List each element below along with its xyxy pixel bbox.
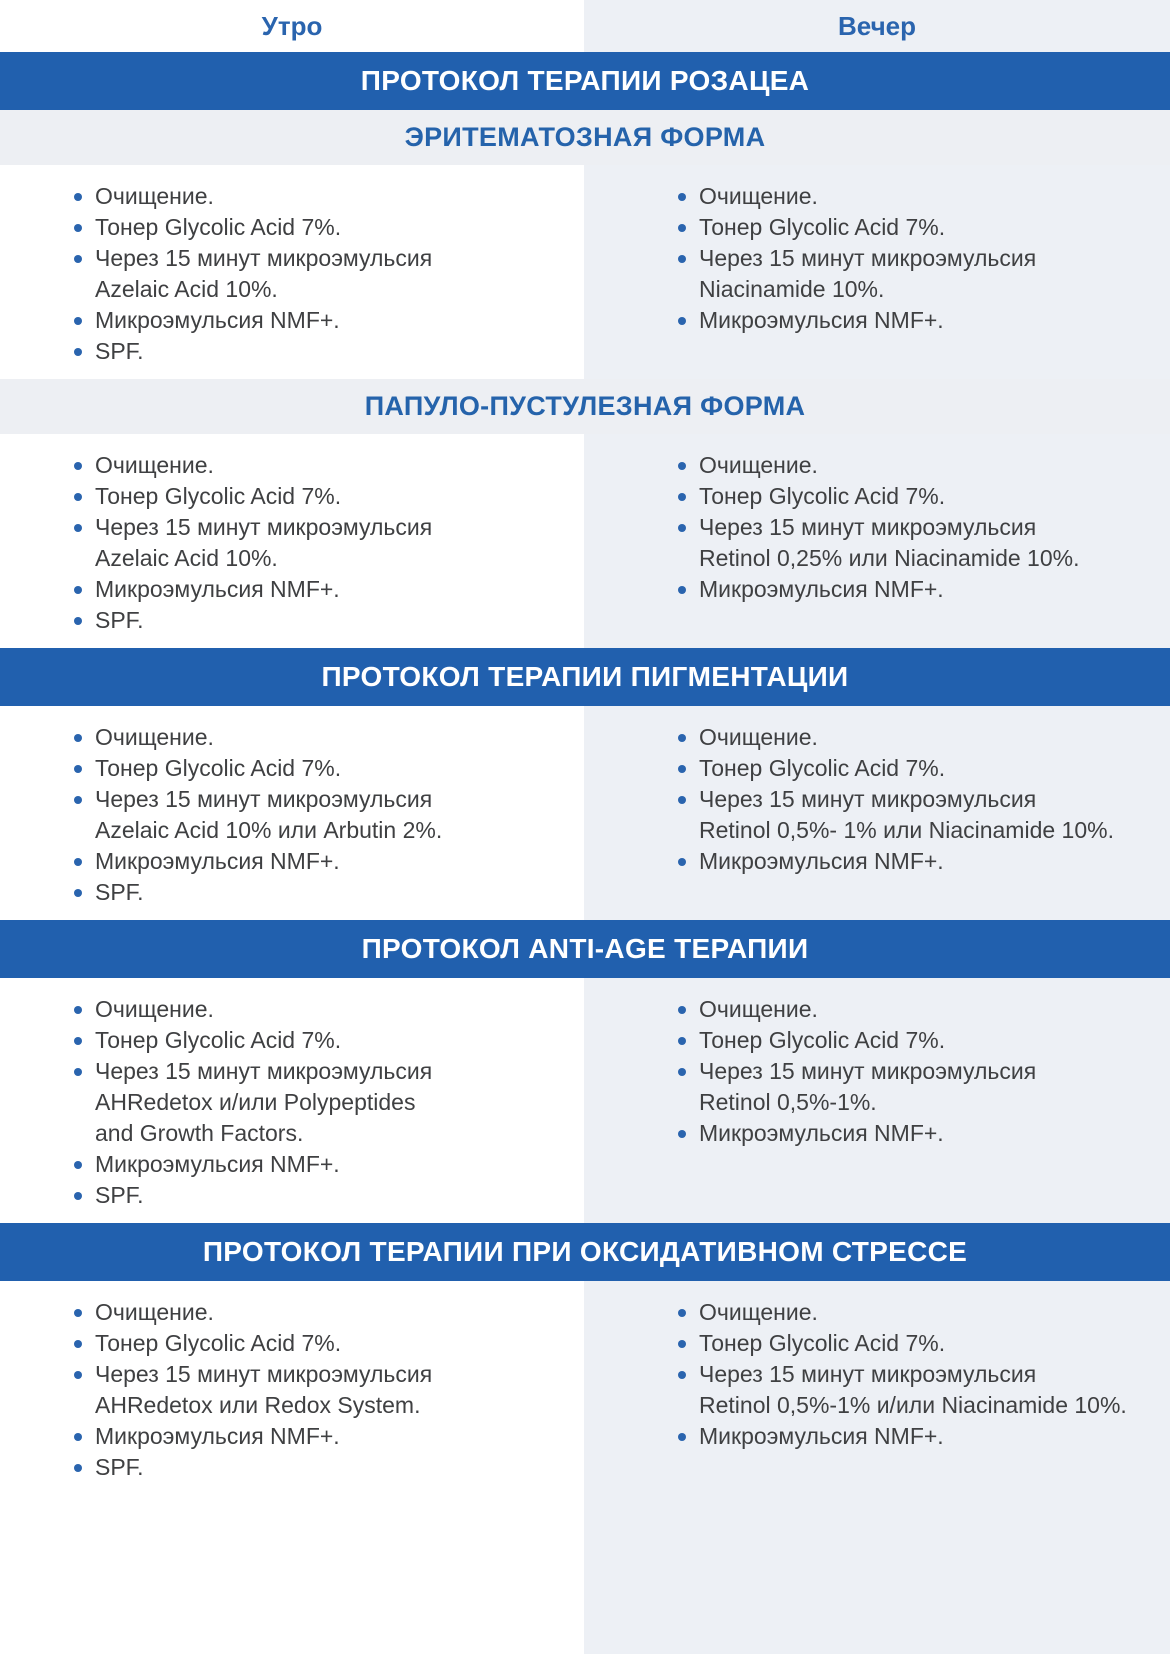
step-line: Через 15 минут микроэмульсия	[95, 514, 433, 540]
step-item	[678, 784, 1140, 846]
step-line: Azelaic Acid 10% или Arbutin 2%.	[95, 817, 443, 843]
evening-column	[584, 706, 1170, 920]
morning-column	[0, 978, 584, 1223]
step-line: SPF.	[95, 338, 144, 364]
step-item	[74, 1328, 554, 1359]
step-line: Очищение.	[699, 183, 818, 209]
step-line: Очищение.	[95, 452, 214, 478]
step-line: Через 15 минут микроэмульсия	[699, 514, 1037, 540]
evening-steps-list	[678, 181, 1140, 336]
protocol-steps-row	[0, 706, 1170, 920]
morning-column	[0, 1281, 584, 1654]
step-item	[678, 994, 1140, 1025]
step-item	[678, 1118, 1140, 1149]
step-item	[74, 784, 554, 846]
step-line: Через 15 минут микроэмульсия	[95, 786, 433, 812]
step-item	[74, 605, 554, 636]
step-item	[678, 1025, 1140, 1056]
protocol-steps-row	[0, 978, 1170, 1223]
protocol-section-banner	[0, 52, 1170, 110]
step-item	[74, 181, 554, 212]
step-line: Через 15 минут микроэмульсия	[95, 245, 433, 271]
step-line: Микроэмульсия NMF+.	[699, 848, 944, 874]
step-item	[74, 243, 554, 305]
step-line: Retinol 0,5%-1%.	[699, 1089, 877, 1115]
step-line: Niacinamide 10%.	[699, 276, 885, 302]
protocol-steps-row	[0, 165, 1170, 379]
step-item	[74, 1056, 554, 1149]
evening-column	[584, 978, 1170, 1223]
step-item	[74, 1180, 554, 1211]
morning-steps-list	[74, 450, 554, 636]
step-item	[74, 212, 554, 243]
step-item	[678, 1328, 1140, 1359]
protocol-section-banner	[0, 648, 1170, 706]
step-item	[678, 450, 1140, 481]
step-line: Микроэмульсия NMF+.	[95, 576, 340, 602]
step-line: Тонер Glycolic Acid 7%.	[699, 1330, 946, 1356]
step-line: SPF.	[95, 879, 144, 905]
step-item	[74, 1149, 554, 1180]
protocol-section-banner	[0, 920, 1170, 978]
time-of-day-header-row	[0, 0, 1170, 52]
step-line: Очищение.	[95, 724, 214, 750]
step-item	[74, 877, 554, 908]
step-line: Тонер Glycolic Acid 7%.	[699, 214, 946, 240]
step-line: Микроэмульсия NMF+.	[699, 1120, 944, 1146]
step-line: Микроэмульсия NMF+.	[699, 576, 944, 602]
step-line: Очищение.	[95, 996, 214, 1022]
step-line: SPF.	[95, 607, 144, 633]
step-line: Тонер Glycolic Acid 7%.	[699, 1027, 946, 1053]
step-line: Микроэмульсия NMF+.	[95, 307, 340, 333]
step-item	[678, 1056, 1140, 1118]
banner-title: ЭРИТЕМАТОЗНАЯ ФОРМА	[404, 122, 766, 152]
step-item	[678, 1359, 1140, 1421]
step-line: Тонер Glycolic Acid 7%.	[699, 755, 946, 781]
step-line: Через 15 минут микроэмульсия	[95, 1361, 433, 1387]
step-line: Через 15 минут микроэмульсия	[699, 245, 1037, 271]
banner-title: ПРОТОКОЛ ТЕРАПИИ РОЗАЦЕА	[360, 65, 810, 96]
step-item	[678, 243, 1140, 305]
morning-column	[0, 165, 584, 379]
step-line: and Growth Factors.	[95, 1120, 304, 1146]
morning-column	[0, 706, 584, 920]
step-item	[74, 481, 554, 512]
step-line: Через 15 минут микроэмульсия	[699, 786, 1037, 812]
step-line: Очищение.	[699, 1299, 818, 1325]
step-line: Тонер Glycolic Acid 7%.	[95, 214, 342, 240]
step-item	[74, 1452, 554, 1483]
step-line: Очищение.	[699, 996, 818, 1022]
step-line: SPF.	[95, 1182, 144, 1208]
evening-column-header: Вечер	[584, 0, 1170, 52]
step-item	[74, 574, 554, 605]
step-line: Очищение.	[95, 183, 214, 209]
protocol-section-banner	[0, 1223, 1170, 1281]
step-line: Retinol 0,25% или Niacinamide 10%.	[699, 545, 1080, 571]
step-item	[74, 305, 554, 336]
step-item	[678, 212, 1140, 243]
evening-column	[584, 1281, 1170, 1654]
step-line: Через 15 минут микроэмульсия	[699, 1058, 1037, 1084]
step-line: Микроэмульсия NMF+.	[95, 848, 340, 874]
step-item	[74, 1025, 554, 1056]
step-item	[678, 574, 1140, 605]
step-line: Микроэмульсия NMF+.	[95, 1151, 340, 1177]
step-line: Retinol 0,5%-1% и/или Niacinamide 10%.	[699, 1392, 1127, 1418]
step-item	[74, 450, 554, 481]
step-line: Тонер Glycolic Acid 7%.	[699, 483, 946, 509]
step-line: Микроэмульсия NMF+.	[95, 1423, 340, 1449]
step-item	[74, 753, 554, 784]
step-item	[678, 305, 1140, 336]
step-item	[74, 722, 554, 753]
step-item	[678, 181, 1140, 212]
step-item	[678, 846, 1140, 877]
step-line: Тонер Glycolic Acid 7%.	[95, 755, 342, 781]
step-item	[678, 1421, 1140, 1452]
step-line: Azelaic Acid 10%.	[95, 545, 278, 571]
step-item	[678, 1297, 1140, 1328]
morning-steps-list	[74, 181, 554, 367]
banner-title: ПРОТОКОЛ ТЕРАПИИ ПРИ ОКСИДАТИВНОМ СТРЕССЕ	[202, 1236, 968, 1267]
step-item	[678, 512, 1140, 574]
step-line: Очищение.	[699, 724, 818, 750]
step-line: AHRedetox или Redox System.	[95, 1392, 421, 1418]
banner-title: ПАПУЛО-ПУСТУЛЕЗНАЯ ФОРМА	[364, 391, 806, 421]
morning-column-header: Утро	[0, 0, 584, 52]
step-line: Тонер Glycolic Acid 7%.	[95, 483, 342, 509]
evening-steps-list	[678, 722, 1140, 877]
step-item	[678, 722, 1140, 753]
step-item	[74, 512, 554, 574]
step-line: Тонер Glycolic Acid 7%.	[95, 1027, 342, 1053]
step-line: AHRedetox и/или Polypeptides	[95, 1089, 416, 1115]
morning-steps-list	[74, 722, 554, 908]
protocol-subtype-banner	[0, 379, 1170, 434]
step-line: Очищение.	[699, 452, 818, 478]
step-line: Микроэмульсия NMF+.	[699, 1423, 944, 1449]
evening-steps-list	[678, 1297, 1140, 1452]
step-line: Azelaic Acid 10%.	[95, 276, 278, 302]
banner-title: ПРОТОКОЛ ANTI-AGE ТЕРАПИИ	[361, 933, 809, 964]
morning-steps-list	[74, 1297, 554, 1483]
step-item	[74, 846, 554, 877]
evening-steps-list	[678, 450, 1140, 605]
protocol-subtype-banner	[0, 110, 1170, 165]
step-line: Через 15 минут микроэмульсия	[95, 1058, 433, 1084]
banner-title: ПРОТОКОЛ ТЕРАПИИ ПИГМЕНТАЦИИ	[321, 661, 849, 692]
morning-column	[0, 434, 584, 648]
step-item	[74, 1297, 554, 1328]
step-line: Микроэмульсия NMF+.	[699, 307, 944, 333]
step-item	[74, 1421, 554, 1452]
step-item	[678, 481, 1140, 512]
evening-column	[584, 165, 1170, 379]
step-item	[74, 994, 554, 1025]
step-item	[74, 1359, 554, 1421]
step-line: Тонер Glycolic Acid 7%.	[95, 1330, 342, 1356]
evening-column	[584, 434, 1170, 648]
step-line: SPF.	[95, 1454, 144, 1480]
step-line: Retinol 0,5%- 1% или Niacinamide 10%.	[699, 817, 1114, 843]
step-line: Через 15 минут микроэмульсия	[699, 1361, 1037, 1387]
protocol-steps-row	[0, 434, 1170, 648]
step-item	[74, 336, 554, 367]
step-line: Очищение.	[95, 1299, 214, 1325]
evening-steps-list	[678, 994, 1140, 1149]
morning-steps-list	[74, 994, 554, 1211]
step-item	[678, 753, 1140, 784]
protocol-steps-row	[0, 1281, 1170, 1654]
